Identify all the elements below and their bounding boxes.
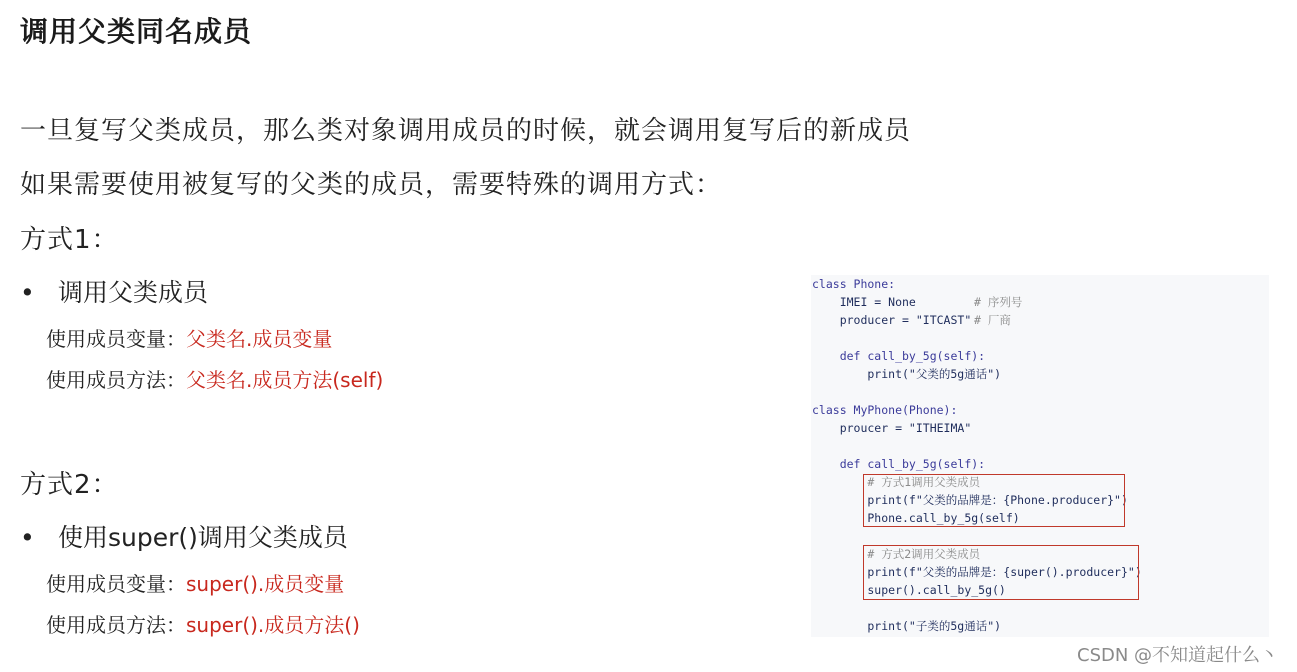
code-comment: # 厂商: [974, 313, 1011, 327]
method1-fn-line: [46, 364, 383, 393]
method2-var-value: super().成员变量: [186, 572, 345, 596]
code-line: class Phone:: [812, 277, 896, 291]
method1-heading: 方式1：: [20, 225, 119, 255]
code-line: print("子类的5g通话"): [812, 619, 1002, 633]
method2-fn-value: super().成员方法(): [186, 613, 360, 637]
bullet-dot-2: •: [20, 523, 35, 552]
method1-highlight-box: [863, 474, 1125, 527]
intro-paragraph-2: 如果需要使用被复写的父类的成员，需要特殊的调用方式：: [20, 170, 723, 200]
code-line: def call_by_5g(self):: [812, 349, 986, 363]
watermark: CSDN @不知道起什么丶: [1077, 645, 1279, 666]
method2-var-label: 使用成员变量：: [46, 572, 186, 596]
method1-var-line: [46, 323, 332, 352]
code-line: proucer = "ITHEIMA": [812, 421, 972, 435]
method1-fn-label: 使用成员方法：: [46, 368, 186, 392]
code-snippet: [811, 275, 1269, 637]
page-title: 调用父类同名成员: [20, 15, 253, 48]
method2-var-line: [46, 568, 344, 597]
method1-var-label: 使用成员变量：: [46, 327, 186, 351]
method1-var-value: 父类名.成员变量: [186, 327, 333, 351]
code-line: super().call_by_5g(): [812, 583, 1006, 597]
code-line: IMEI = None: [812, 295, 916, 309]
code-line: print(f"父类的品牌是：{super().producer}"): [812, 565, 1142, 579]
method1-bullet: [20, 273, 208, 309]
method2-highlight-box: [863, 545, 1139, 600]
code-line: # 方式1调用父类成员: [812, 475, 981, 489]
method2-fn-line: [46, 609, 360, 638]
code-comment: # 序列号: [974, 295, 1023, 309]
intro-paragraph-1: 一旦复写父类成员，那么类对象调用成员的时候，就会调用复写后的新成员: [20, 116, 912, 146]
code-line: print("父类的5g通话"): [812, 367, 1002, 381]
method2-fn-label: 使用成员方法：: [46, 613, 186, 637]
code-line: producer = "ITCAST": [812, 313, 972, 327]
code-line: class MyPhone(Phone):: [812, 403, 958, 417]
method1-fn-value: 父类名.成员方法(self): [186, 368, 384, 392]
method1-bullet-text: 调用父类成员: [58, 278, 209, 307]
code-line: Phone.call_by_5g(self): [812, 511, 1020, 525]
bullet-dot-1: •: [20, 278, 35, 307]
code-line: print(f"父类的品牌是：{Phone.producer}"): [812, 493, 1128, 507]
method2-bullet-text: 使用super()调用父类成员: [58, 523, 348, 552]
code-line: def call_by_5g(self):: [812, 457, 986, 471]
method2-bullet: [20, 518, 348, 554]
method2-heading: 方式2：: [20, 470, 119, 500]
code-line: # 方式2调用父类成员: [812, 547, 981, 561]
